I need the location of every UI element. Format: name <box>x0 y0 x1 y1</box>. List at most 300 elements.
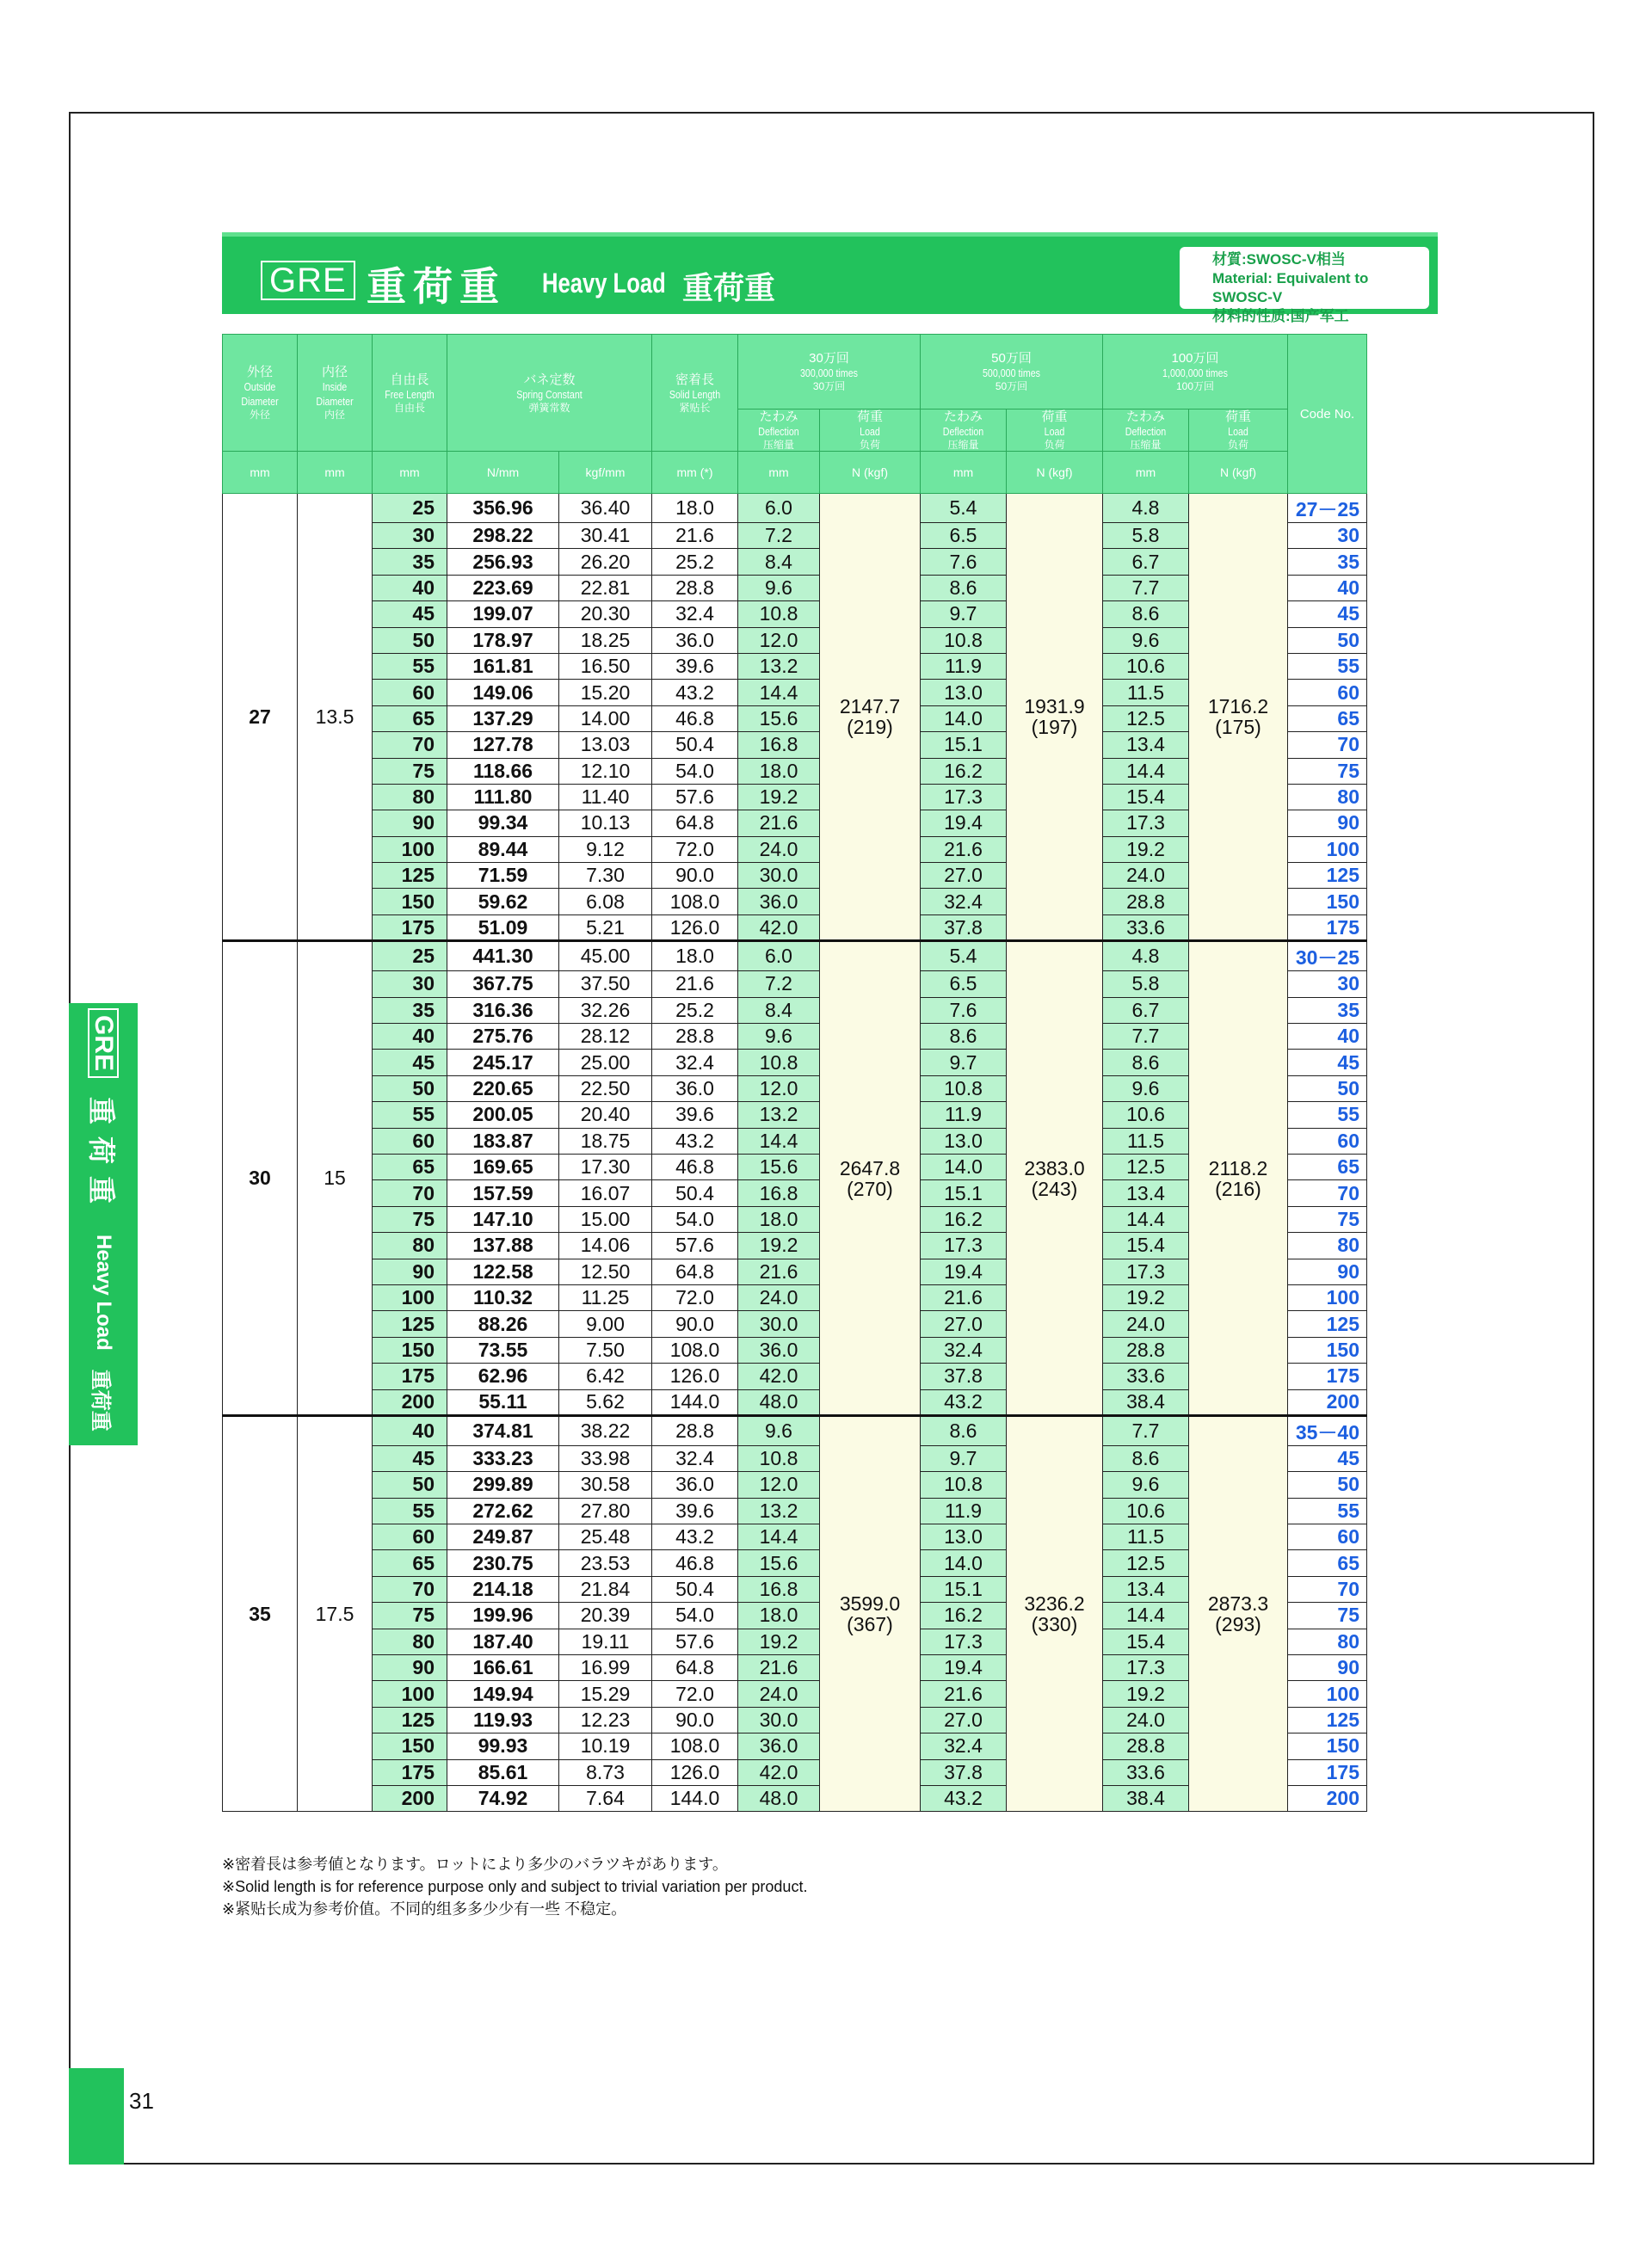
spring-constant-kgf: 33.98 <box>559 1445 652 1471</box>
code-number: 55 <box>1288 653 1367 679</box>
table-row <box>223 941 1367 971</box>
free-length: 70 <box>373 1576 447 1602</box>
code-number: 150 <box>1288 889 1367 914</box>
section-header <box>222 232 1438 324</box>
free-length: 75 <box>373 758 447 784</box>
deflection-100: 4.8 <box>1103 941 1189 971</box>
spring-constant-kgf: 14.00 <box>559 705 652 731</box>
solid-length: 50.4 <box>652 732 738 758</box>
deflection-30: 15.6 <box>738 1154 820 1179</box>
free-length: 200 <box>373 1785 447 1811</box>
deflection-100: 19.2 <box>1103 836 1189 862</box>
deflection-50: 17.3 <box>921 1629 1007 1654</box>
spring-constant-kgf: 20.39 <box>559 1603 652 1629</box>
spring-constant-n: 51.09 <box>447 914 559 940</box>
deflection-30: 30.0 <box>738 863 820 889</box>
page-number: 31 <box>129 2088 154 2114</box>
spring-constant-n: 214.18 <box>447 1576 559 1602</box>
deflection-30: 15.6 <box>738 1550 820 1576</box>
code-number: 90 <box>1288 1259 1367 1284</box>
load-value <box>1007 494 1103 941</box>
spring-constant-n: 374.81 <box>447 1415 559 1445</box>
deflection-50: 14.0 <box>921 705 1007 731</box>
solid-length: 72.0 <box>652 1284 738 1310</box>
free-length: 40 <box>373 1415 447 1445</box>
deflection-30: 36.0 <box>738 889 820 914</box>
code-number: 60 <box>1288 1128 1367 1154</box>
solid-length: 25.2 <box>652 549 738 575</box>
load-n: 2147.7 <box>839 695 901 718</box>
code-number: 50 <box>1288 627 1367 653</box>
code-number: 55 <box>1288 1498 1367 1524</box>
deflection-50: 5.4 <box>921 941 1007 971</box>
code-number: 200 <box>1288 1389 1367 1415</box>
solid-length: 39.6 <box>652 653 738 679</box>
deflection-30: 36.0 <box>738 1733 820 1759</box>
deflection-100: 12.5 <box>1103 1154 1189 1179</box>
deflection-30: 13.2 <box>738 1498 820 1524</box>
title-zh: 重荷重 <box>682 271 776 306</box>
col-k-header: バネ定数 Spring Constant 弹簧常数 <box>447 335 652 452</box>
solid-length: 28.8 <box>652 1415 738 1445</box>
deflection-50: 15.1 <box>921 1576 1007 1602</box>
code-number: 45 <box>1288 601 1367 627</box>
spring-constant-n: 298.22 <box>447 523 559 549</box>
free-length: 80 <box>373 1233 447 1259</box>
spring-constant-kgf: 7.30 <box>559 863 652 889</box>
free-length: 60 <box>373 680 447 705</box>
spring-constant-kgf: 23.53 <box>559 1550 652 1576</box>
spring-constant-kgf: 12.10 <box>559 758 652 784</box>
code-number: 30 <box>1288 523 1367 549</box>
deflection-30: 15.6 <box>738 705 820 731</box>
free-length: 55 <box>373 1498 447 1524</box>
load-n: 2647.8 <box>839 1156 901 1179</box>
deflection-50: 32.4 <box>921 1337 1007 1363</box>
code-number: 50 <box>1288 1075 1367 1101</box>
solid-length: 90.0 <box>652 1707 738 1733</box>
spring-constant-kgf: 22.81 <box>559 575 652 600</box>
solid-length: 46.8 <box>652 1154 738 1179</box>
col-fl-header: 自由長 Free Length 自由長 <box>373 335 447 452</box>
deflection-30: 24.0 <box>738 836 820 862</box>
solid-length: 64.8 <box>652 1259 738 1284</box>
solid-length: 144.0 <box>652 1785 738 1811</box>
load-kgf: (293) <box>1215 1613 1261 1636</box>
spring-constant-kgf: 37.50 <box>559 971 652 997</box>
spring-constant-n: 55.11 <box>447 1389 559 1415</box>
unit-od: mm <box>223 452 298 494</box>
deflection-50: 8.6 <box>921 575 1007 600</box>
deflection-100: 14.4 <box>1103 758 1189 784</box>
load-value <box>1189 494 1288 941</box>
deflection-100: 33.6 <box>1103 1364 1189 1389</box>
deflection-100: 10.6 <box>1103 1102 1189 1128</box>
solid-length: 43.2 <box>652 1524 738 1550</box>
deflection-30: 19.2 <box>738 1233 820 1259</box>
deflection-50: 17.3 <box>921 1233 1007 1259</box>
unit-k-kgf: kgf/mm <box>559 452 652 494</box>
inside-diameter: 15 <box>298 941 373 1416</box>
spring-constant-n: 356.96 <box>447 494 559 523</box>
code-number: 100 <box>1288 1681 1367 1707</box>
spring-constant-kgf: 7.64 <box>559 1785 652 1811</box>
load-value <box>820 1415 921 1811</box>
deflection-50: 6.5 <box>921 523 1007 549</box>
solid-length: 144.0 <box>652 1389 738 1415</box>
code-number: 40 <box>1288 575 1367 600</box>
col-life-50-header: 50万回 500,000 times 50万回 <box>921 335 1103 410</box>
spring-constant-kgf: 26.20 <box>559 549 652 575</box>
code-number: 90 <box>1288 1655 1367 1681</box>
deflection-100: 12.5 <box>1103 705 1189 731</box>
unit-load: N (kgf) <box>1189 452 1288 494</box>
spring-constant-n: 122.58 <box>447 1259 559 1284</box>
solid-length: 28.8 <box>652 575 738 600</box>
solid-length: 64.8 <box>652 810 738 836</box>
spring-constant-n: 137.88 <box>447 1233 559 1259</box>
deflection-100: 17.3 <box>1103 810 1189 836</box>
free-length: 30 <box>373 971 447 997</box>
spring-constant-n: 200.05 <box>447 1102 559 1128</box>
spring-constant-n: 88.26 <box>447 1311 559 1337</box>
deflection-100: 15.4 <box>1103 1629 1189 1654</box>
free-length: 80 <box>373 1629 447 1654</box>
deflection-100: 11.5 <box>1103 680 1189 705</box>
deflection-30: 18.0 <box>738 758 820 784</box>
deflection-50: 8.6 <box>921 1415 1007 1445</box>
deflection-50: 13.0 <box>921 680 1007 705</box>
spring-constant-kgf: 6.08 <box>559 889 652 914</box>
col-defl-header: たわみ Deflection 压缩量 <box>738 410 820 452</box>
spring-constant-n: 71.59 <box>447 863 559 889</box>
deflection-50: 9.7 <box>921 601 1007 627</box>
free-length: 90 <box>373 1259 447 1284</box>
deflection-100: 10.6 <box>1103 653 1189 679</box>
spring-constant-kgf: 22.50 <box>559 1075 652 1101</box>
deflection-30: 9.6 <box>738 1415 820 1445</box>
deflection-100: 38.4 <box>1103 1389 1189 1415</box>
spring-constant-n: 249.87 <box>447 1524 559 1550</box>
solid-length: 36.0 <box>652 627 738 653</box>
free-length: 60 <box>373 1524 447 1550</box>
deflection-100: 11.5 <box>1103 1524 1189 1550</box>
spring-constant-kgf: 11.25 <box>559 1284 652 1310</box>
deflection-50: 15.1 <box>921 1180 1007 1206</box>
side-zh: 重荷重 <box>89 1369 113 1432</box>
spring-constant-kgf: 45.00 <box>559 941 652 971</box>
spec-table-body <box>223 494 1367 1812</box>
solid-length: 32.4 <box>652 601 738 627</box>
title-en: Heavy Load <box>542 268 666 299</box>
solid-length: 64.8 <box>652 1655 738 1681</box>
deflection-100: 8.6 <box>1103 1050 1189 1075</box>
spring-constant-n: 127.78 <box>447 732 559 758</box>
table-row <box>223 494 1367 523</box>
deflection-50: 32.4 <box>921 1733 1007 1759</box>
free-length: 90 <box>373 1655 447 1681</box>
free-length: 175 <box>373 1759 447 1785</box>
deflection-50: 37.8 <box>921 1759 1007 1785</box>
solid-length: 50.4 <box>652 1576 738 1602</box>
spring-constant-n: 272.62 <box>447 1498 559 1524</box>
deflection-30: 48.0 <box>738 1785 820 1811</box>
load-value <box>820 494 921 941</box>
deflection-30: 9.6 <box>738 575 820 600</box>
spring-constant-kgf: 38.22 <box>559 1415 652 1445</box>
unit-load: N (kgf) <box>1007 452 1103 494</box>
deflection-100: 7.7 <box>1103 1024 1189 1050</box>
solid-length: 54.0 <box>652 1206 738 1232</box>
col-load-header: 荷重 Load 负荷 <box>820 410 921 452</box>
spring-constant-n: 316.36 <box>447 997 559 1023</box>
spring-constant-kgf: 19.11 <box>559 1629 652 1654</box>
deflection-30: 18.0 <box>738 1206 820 1232</box>
deflection-30: 30.0 <box>738 1707 820 1733</box>
solid-length: 126.0 <box>652 914 738 940</box>
spring-constant-kgf: 10.13 <box>559 810 652 836</box>
deflection-50: 21.6 <box>921 1681 1007 1707</box>
free-length: 35 <box>373 997 447 1023</box>
spring-constant-n: 73.55 <box>447 1337 559 1363</box>
spring-constant-kgf: 16.50 <box>559 653 652 679</box>
deflection-50: 16.2 <box>921 1603 1007 1629</box>
solid-length: 90.0 <box>652 1311 738 1337</box>
deflection-50: 16.2 <box>921 1206 1007 1232</box>
code-number: 55 <box>1288 1102 1367 1128</box>
deflection-100: 13.4 <box>1103 1180 1189 1206</box>
load-kgf: (270) <box>847 1177 893 1200</box>
deflection-30: 14.4 <box>738 1128 820 1154</box>
code-number: 150 <box>1288 1733 1367 1759</box>
deflection-100: 5.8 <box>1103 523 1189 549</box>
spring-constant-n: 183.87 <box>447 1128 559 1154</box>
load-n: 2118.2 <box>1208 1156 1268 1179</box>
deflection-50: 14.0 <box>921 1154 1007 1179</box>
solid-length: 126.0 <box>652 1759 738 1785</box>
spring-constant-kgf: 30.58 <box>559 1472 652 1498</box>
free-length: 25 <box>373 941 447 971</box>
deflection-100: 12.5 <box>1103 1550 1189 1576</box>
spring-constant-kgf: 5.62 <box>559 1389 652 1415</box>
solid-length: 46.8 <box>652 705 738 731</box>
col-id-header: 内径 Inside Diameter 内径 <box>298 335 373 452</box>
spring-constant-kgf: 18.25 <box>559 627 652 653</box>
table-row <box>223 1415 1367 1445</box>
deflection-30: 10.8 <box>738 1050 820 1075</box>
deflection-50: 14.0 <box>921 1550 1007 1576</box>
spring-constant-kgf: 15.29 <box>559 1681 652 1707</box>
solid-length: 39.6 <box>652 1498 738 1524</box>
spring-constant-kgf: 5.21 <box>559 914 652 940</box>
deflection-30: 8.4 <box>738 549 820 575</box>
spring-constant-n: 199.96 <box>447 1603 559 1629</box>
code-number: 45 <box>1288 1445 1367 1471</box>
deflection-50: 5.4 <box>921 494 1007 523</box>
code-number: 80 <box>1288 1629 1367 1654</box>
code-number: 75 <box>1288 758 1367 784</box>
spring-constant-n: 169.65 <box>447 1154 559 1179</box>
deflection-100: 28.8 <box>1103 1337 1189 1363</box>
spring-constant-n: 99.93 <box>447 1733 559 1759</box>
load-value <box>1189 941 1288 1416</box>
side-en: Heavy Load <box>92 1235 115 1351</box>
free-length: 175 <box>373 914 447 940</box>
load-n: 3599.0 <box>839 1592 901 1616</box>
deflection-100: 7.7 <box>1103 575 1189 600</box>
code-number: 60 <box>1288 1524 1367 1550</box>
deflection-50: 43.2 <box>921 1389 1007 1415</box>
free-length: 50 <box>373 627 447 653</box>
spring-constant-kgf: 6.42 <box>559 1364 652 1389</box>
spring-constant-kgf: 27.80 <box>559 1498 652 1524</box>
spring-constant-kgf: 15.20 <box>559 680 652 705</box>
deflection-30: 42.0 <box>738 1759 820 1785</box>
deflection-100: 4.8 <box>1103 494 1189 523</box>
spring-constant-kgf: 25.00 <box>559 1050 652 1075</box>
deflection-100: 6.7 <box>1103 549 1189 575</box>
spring-constant-kgf: 11.40 <box>559 784 652 810</box>
spring-constant-kgf: 25.48 <box>559 1524 652 1550</box>
code-number: 125 <box>1288 863 1367 889</box>
footnotes <box>222 1853 807 1920</box>
spring-constant-kgf: 14.06 <box>559 1233 652 1259</box>
deflection-100: 13.4 <box>1103 732 1189 758</box>
deflection-30: 13.2 <box>738 653 820 679</box>
deflection-100: 19.2 <box>1103 1284 1189 1310</box>
free-length: 40 <box>373 575 447 600</box>
load-value <box>1189 1415 1288 1811</box>
spring-constant-n: 333.23 <box>447 1445 559 1471</box>
spring-constant-kgf: 9.12 <box>559 836 652 862</box>
deflection-100: 24.0 <box>1103 863 1189 889</box>
free-length: 55 <box>373 1102 447 1128</box>
code-number: 100 <box>1288 1284 1367 1310</box>
load-kgf: (175) <box>1215 716 1261 739</box>
free-length: 45 <box>373 601 447 627</box>
solid-length: 126.0 <box>652 1364 738 1389</box>
spring-constant-n: 178.97 <box>447 627 559 653</box>
deflection-50: 27.0 <box>921 1311 1007 1337</box>
spring-constant-kgf: 18.75 <box>559 1128 652 1154</box>
deflection-50: 17.3 <box>921 784 1007 810</box>
free-length: 125 <box>373 1311 447 1337</box>
deflection-50: 37.8 <box>921 1364 1007 1389</box>
code-number: 30 <box>1288 971 1367 997</box>
deflection-50: 11.9 <box>921 653 1007 679</box>
load-kgf: (219) <box>847 716 893 739</box>
code-number: 70 <box>1288 732 1367 758</box>
free-length: 35 <box>373 549 447 575</box>
deflection-30: 21.6 <box>738 810 820 836</box>
load-value <box>1007 1415 1103 1811</box>
deflection-100: 5.8 <box>1103 971 1189 997</box>
free-length: 70 <box>373 732 447 758</box>
deflection-30: 21.6 <box>738 1259 820 1284</box>
code-number: 70 <box>1288 1180 1367 1206</box>
deflection-50: 27.0 <box>921 863 1007 889</box>
deflection-50: 21.6 <box>921 1284 1007 1310</box>
spring-constant-n: 111.80 <box>447 784 559 810</box>
deflection-100: 17.3 <box>1103 1655 1189 1681</box>
deflection-100: 28.8 <box>1103 1733 1189 1759</box>
solid-length: 57.6 <box>652 784 738 810</box>
deflection-30: 6.0 <box>738 494 820 523</box>
deflection-50: 13.0 <box>921 1524 1007 1550</box>
deflection-100: 28.8 <box>1103 889 1189 914</box>
unit-load: N (kgf) <box>820 452 921 494</box>
solid-length: 21.6 <box>652 523 738 549</box>
deflection-30: 12.0 <box>738 1075 820 1101</box>
spring-constant-n: 223.69 <box>447 575 559 600</box>
unit-defl: mm <box>921 452 1007 494</box>
deflection-30: 12.0 <box>738 627 820 653</box>
spring-constant-n: 299.89 <box>447 1472 559 1498</box>
code-number: 175 <box>1288 914 1367 940</box>
free-length: 80 <box>373 784 447 810</box>
free-length: 70 <box>373 1180 447 1206</box>
code-number: 50 <box>1288 1472 1367 1498</box>
col-od-header: 外径 Outside Diameter 外径 <box>223 335 298 452</box>
spring-constant-n: 199.07 <box>447 601 559 627</box>
deflection-30: 12.0 <box>738 1472 820 1498</box>
deflection-100: 7.7 <box>1103 1415 1189 1445</box>
code-number: 65 <box>1288 1550 1367 1576</box>
solid-length: 32.4 <box>652 1050 738 1075</box>
code-number: 75 <box>1288 1603 1367 1629</box>
code-number: 35－40 <box>1288 1415 1367 1445</box>
load-kgf: (197) <box>1031 716 1078 739</box>
deflection-100: 14.4 <box>1103 1206 1189 1232</box>
free-length: 90 <box>373 810 447 836</box>
spring-constant-n: 119.93 <box>447 1707 559 1733</box>
solid-length: 39.6 <box>652 1102 738 1128</box>
unit-k-n: N/mm <box>447 452 559 494</box>
spring-constant-kgf: 28.12 <box>559 1024 652 1050</box>
solid-length: 72.0 <box>652 836 738 862</box>
deflection-30: 42.0 <box>738 1364 820 1389</box>
solid-length: 36.0 <box>652 1472 738 1498</box>
deflection-50: 19.4 <box>921 1259 1007 1284</box>
solid-length: 108.0 <box>652 1337 738 1363</box>
deflection-50: 19.4 <box>921 1655 1007 1681</box>
spring-constant-kgf: 36.40 <box>559 494 652 523</box>
material-en: Material: Equivalent to SWOSC-V <box>1212 270 1369 305</box>
deflection-100: 33.6 <box>1103 1759 1189 1785</box>
code-number: 35 <box>1288 997 1367 1023</box>
outside-diameter: 30 <box>223 941 298 1416</box>
solid-length: 50.4 <box>652 1180 738 1206</box>
load-kgf: (367) <box>847 1613 893 1636</box>
code-number: 175 <box>1288 1364 1367 1389</box>
solid-length: 54.0 <box>652 758 738 784</box>
deflection-100: 15.4 <box>1103 1233 1189 1259</box>
deflection-100: 13.4 <box>1103 1576 1189 1602</box>
spring-constant-n: 74.92 <box>447 1785 559 1811</box>
code-number: 27－25 <box>1288 494 1367 523</box>
solid-length: 90.0 <box>652 863 738 889</box>
spring-constant-n: 441.30 <box>447 941 559 971</box>
spring-constant-n: 149.06 <box>447 680 559 705</box>
deflection-50: 11.9 <box>921 1498 1007 1524</box>
deflection-50: 9.7 <box>921 1050 1007 1075</box>
deflection-50: 37.8 <box>921 914 1007 940</box>
deflection-100: 10.6 <box>1103 1498 1189 1524</box>
deflection-50: 10.8 <box>921 1472 1007 1498</box>
code-number: 75 <box>1288 1206 1367 1232</box>
code-number: 65 <box>1288 705 1367 731</box>
outside-diameter: 35 <box>223 1415 298 1811</box>
